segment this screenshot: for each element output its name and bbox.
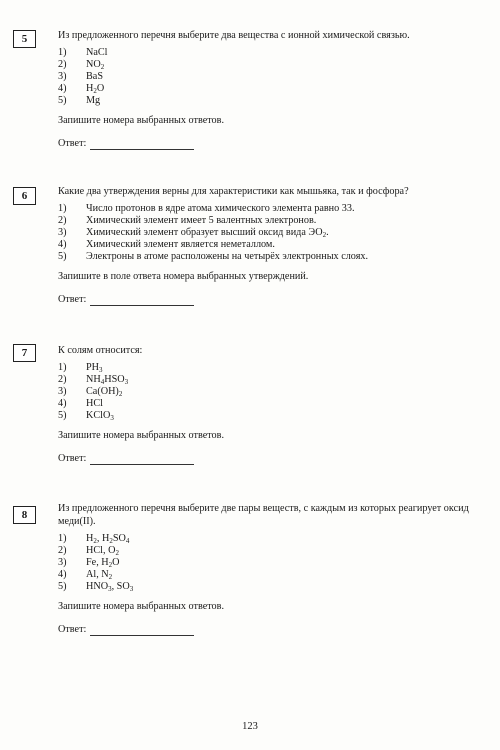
option-item bbox=[58, 397, 478, 409]
option-text: Электроны в атоме расположены на четырёх электронных слоях. bbox=[86, 251, 369, 262]
option-number: 5) bbox=[58, 251, 67, 262]
question-text: Какие два утверждения верны для характеристики как мышьяка, так и фосфора? bbox=[58, 186, 409, 197]
option-text: $H_2$, $H_2SO_4$ bbox=[86, 533, 130, 545]
options-list bbox=[58, 46, 478, 106]
option-number: 3) bbox=[58, 386, 67, 397]
option-number: 3) bbox=[58, 71, 67, 82]
option-number: 5) bbox=[58, 410, 67, 421]
option-item bbox=[58, 409, 478, 421]
answer-row bbox=[58, 293, 478, 306]
question-number: 5 bbox=[21, 32, 28, 45]
answer-row bbox=[58, 452, 478, 465]
option-text: Mg bbox=[86, 95, 101, 106]
option-text: NaCl bbox=[86, 47, 108, 58]
page-number: 123 bbox=[242, 721, 258, 732]
option-number: 1) bbox=[58, 47, 67, 58]
instruction-text: Запишите номера выбранных ответов. bbox=[58, 115, 224, 126]
option-item bbox=[58, 70, 478, 82]
option-number: 2) bbox=[58, 215, 67, 226]
option-number: 2) bbox=[58, 59, 67, 70]
option-item bbox=[58, 82, 478, 94]
question-text: К солям относится: bbox=[58, 345, 143, 356]
option-text: $NO_2$ bbox=[86, 59, 105, 71]
question-number-box bbox=[13, 187, 36, 205]
option-text: Химический элемент образует высший оксид вида $ЭО_2$. bbox=[86, 227, 329, 239]
option-number: 3) bbox=[58, 227, 67, 238]
option-item bbox=[58, 373, 478, 385]
option-text: HCl bbox=[86, 398, 103, 409]
question-6 bbox=[58, 185, 478, 306]
question-number: 6 bbox=[21, 189, 28, 202]
question-number-box bbox=[13, 30, 36, 48]
answer-field[interactable] bbox=[90, 625, 194, 636]
answer-field[interactable] bbox=[90, 139, 194, 150]
question-number-box bbox=[13, 506, 36, 524]
option-item bbox=[58, 46, 478, 58]
option-item bbox=[58, 580, 478, 592]
question-text: Из предложенного перечня выберите две пары веществ, с каждым из которых реагирует оксид меди(II). bbox=[58, 503, 469, 527]
options-list bbox=[58, 202, 478, 262]
instruction-text: Запишите номера выбранных ответов. bbox=[58, 430, 224, 441]
answer-field[interactable] bbox=[90, 454, 194, 465]
option-text: Химический элемент имеет 5 валентных электронов. bbox=[86, 215, 317, 226]
question-number: 8 bbox=[21, 508, 28, 521]
question-8 bbox=[58, 502, 478, 636]
option-number: 4) bbox=[58, 239, 67, 250]
option-text: Число протонов в ядре атома химического элемента равно 33. bbox=[86, 203, 355, 214]
option-text: BaS bbox=[86, 71, 103, 82]
option-text: KClO$_3$ bbox=[86, 410, 114, 422]
option-item bbox=[58, 58, 478, 70]
option-item bbox=[58, 385, 478, 397]
answer-row bbox=[58, 623, 478, 636]
option-number: 2) bbox=[58, 374, 67, 385]
option-item bbox=[58, 532, 478, 544]
option-number: 1) bbox=[58, 203, 67, 214]
answer-label: Ответ: bbox=[58, 624, 87, 635]
question-7 bbox=[58, 344, 478, 465]
option-text: Al, $N_2$ bbox=[86, 569, 113, 581]
instruction-text: Запишите номера выбранных ответов. bbox=[58, 601, 224, 612]
option-text: $H_2O$ bbox=[86, 83, 105, 95]
option-number: 5) bbox=[58, 581, 67, 592]
option-number: 4) bbox=[58, 83, 67, 94]
answer-label: Ответ: bbox=[58, 138, 87, 149]
option-item bbox=[58, 226, 478, 238]
option-number: 3) bbox=[58, 557, 67, 568]
option-text: $NH_4HSO_3$ bbox=[86, 374, 129, 386]
answer-label: Ответ: bbox=[58, 453, 87, 464]
answer-field[interactable] bbox=[90, 295, 194, 306]
option-item bbox=[58, 238, 478, 250]
option-number: 2) bbox=[58, 545, 67, 556]
option-number: 4) bbox=[58, 569, 67, 580]
question-number: 7 bbox=[21, 346, 28, 359]
option-text: HCl, $O_2$ bbox=[86, 545, 119, 557]
option-text: $Ca(OH)_2$ bbox=[86, 386, 123, 398]
option-item bbox=[58, 544, 478, 556]
option-number: 1) bbox=[58, 362, 67, 373]
option-item bbox=[58, 202, 478, 214]
option-number: 1) bbox=[58, 533, 67, 544]
answer-row bbox=[58, 137, 478, 150]
option-item bbox=[58, 94, 478, 106]
question-number-box bbox=[13, 344, 36, 362]
question-text: Из предложенного перечня выберите два вещества с ионной химической связью. bbox=[58, 30, 410, 41]
option-text: Fe, $H_2O$ bbox=[86, 557, 120, 569]
option-item bbox=[58, 250, 478, 262]
option-text: $PH_3$ bbox=[86, 362, 103, 374]
option-number: 4) bbox=[58, 398, 67, 409]
option-item bbox=[58, 568, 478, 580]
option-item bbox=[58, 361, 478, 373]
options-list bbox=[58, 532, 478, 592]
option-item bbox=[58, 556, 478, 568]
option-item bbox=[58, 214, 478, 226]
option-text: Химический элемент является неметаллом. bbox=[86, 239, 275, 250]
answer-label: Ответ: bbox=[58, 294, 87, 305]
options-list bbox=[58, 361, 478, 421]
instruction-text: Запишите в поле ответа номера выбранных утверждений. bbox=[58, 271, 309, 282]
option-text: $HNO_3$, $SO_3$ bbox=[86, 581, 134, 593]
option-number: 5) bbox=[58, 95, 67, 106]
question-5 bbox=[58, 29, 478, 150]
